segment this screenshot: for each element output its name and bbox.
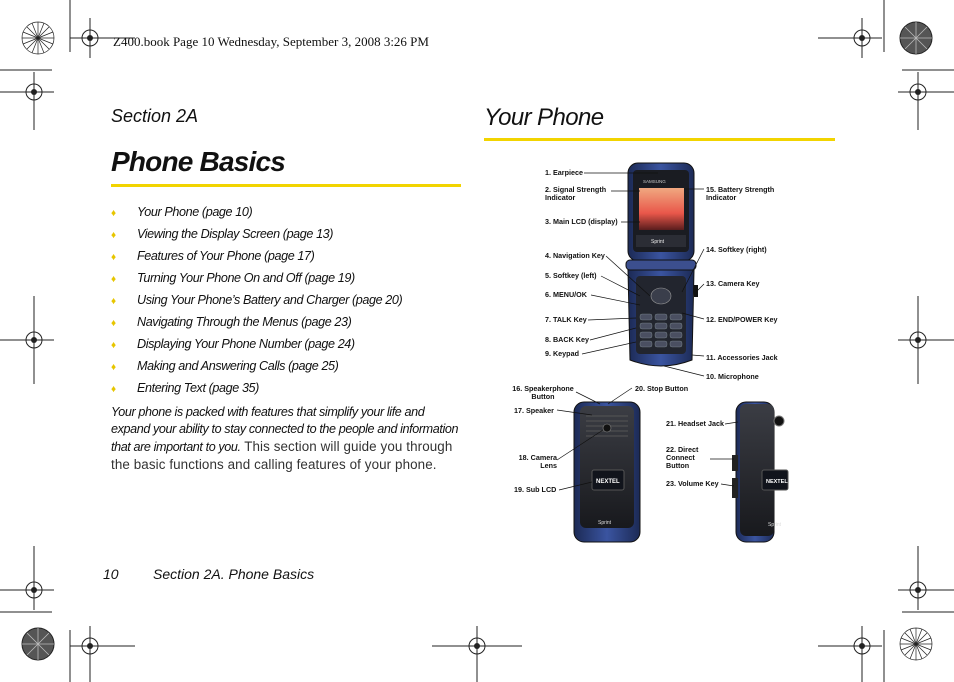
diamond-bullet-icon: ♦ xyxy=(111,318,116,329)
diamond-bullet-icon: ♦ xyxy=(111,384,116,395)
footer-page-number: 10 xyxy=(103,566,119,582)
callout-camera-key: 13. Camera Key xyxy=(706,279,760,288)
print-header: Z400.book Page 10 Wednesday, September 3, 2008 3:26 PM xyxy=(113,34,429,49)
carrier-logo-top: Sprint xyxy=(651,239,665,245)
toc-item[interactable]: ♦ Entering Text (page 35) xyxy=(111,379,402,401)
intro-lead: Your phone is packed with features that simplify your life and expand your ability to stay connected to the people and information that are important to you. xyxy=(111,405,459,454)
callout-back-key: 8. BACK Key xyxy=(545,335,589,344)
callout-direct-connect-button: 22. Direct Connect Button xyxy=(666,445,699,470)
toc-item[interactable]: ♦ Displaying Your Phone Number (page 24) xyxy=(111,335,402,357)
open-phone-image xyxy=(626,163,698,366)
toc-item[interactable]: ♦ Turning Your Phone On and Off (page 19) xyxy=(111,269,402,291)
diamond-bullet-icon: ♦ xyxy=(111,252,116,263)
callout-end-power-key: 12. END/POWER Key xyxy=(706,315,778,324)
toc-item[interactable]: ♦ Viewing the Display Screen (page 13) xyxy=(111,225,402,247)
callout-signal-strength: 2. Signal Strength Indicator xyxy=(545,185,607,202)
callout-speakerphone-button: 16. Speakerphone Button xyxy=(512,384,574,401)
toc-item[interactable]: ♦ Using Your Phone’s Battery and Charger (page 20) xyxy=(111,291,402,313)
callout-speaker: 17. Speaker xyxy=(514,406,554,415)
callout-earpiece: 1. Earpiece xyxy=(545,168,583,177)
diamond-bullet-icon: ♦ xyxy=(111,296,116,307)
callout-camera-lens: 18. Camera Lens xyxy=(518,453,557,470)
callout-main-lcd: 3. Main LCD (display) xyxy=(545,217,618,226)
toc-item[interactable]: ♦ Features of Your Phone (page 17) xyxy=(111,247,402,269)
diamond-bullet-icon: ♦ xyxy=(111,274,116,285)
diamond-bullet-icon: ♦ xyxy=(111,230,116,241)
toc-item[interactable]: ♦ Navigating Through the Menus (page 23) xyxy=(111,313,402,335)
network-logo-front: NEXTEL xyxy=(596,479,620,485)
network-logo-side: NEXTEL xyxy=(766,479,788,485)
toc-item[interactable]: ♦ Making and Answering Calls (page 25) xyxy=(111,357,402,379)
callout-navigation-key: 4. Navigation Key xyxy=(545,251,605,260)
section-label: Section 2A xyxy=(111,106,199,126)
diamond-bullet-icon: ♦ xyxy=(111,362,116,373)
carrier-logo-side: Sprint xyxy=(768,522,782,528)
callout-battery-strength: 15. Battery Strength Indicator xyxy=(706,185,775,202)
callout-sub-lcd: 19. Sub LCD xyxy=(514,485,557,494)
callout-softkey-right: 14. Softkey (right) xyxy=(706,245,767,254)
diamond-bullet-icon: ♦ xyxy=(111,208,116,219)
callout-keypad: 9. Keypad xyxy=(545,349,579,358)
intro-rest: This section will guide you through the basic functions and calling features of your phone. xyxy=(111,439,453,472)
diamond-bullet-icon: ♦ xyxy=(111,340,116,351)
callout-softkey-left: 5. Softkey (left) xyxy=(545,271,597,280)
callout-talk-key: 7. TALK Key xyxy=(545,315,587,324)
callout-microphone: 10. Microphone xyxy=(706,372,759,381)
phone-brand-label: SAMSUNG xyxy=(643,179,666,184)
closed-phone-side-image xyxy=(732,402,788,542)
footer-section-name: Section 2A. Phone Basics xyxy=(153,566,315,582)
callout-stop-button: 20. Stop Button xyxy=(635,384,689,393)
your-phone-heading: Your Phone xyxy=(484,104,604,131)
page-title: Phone Basics xyxy=(111,146,286,177)
callout-accessories-jack: 11. Accessories Jack xyxy=(706,353,778,362)
callout-headset-jack: 21. Headset Jack xyxy=(666,419,724,428)
callout-volume-key: 23. Volume Key xyxy=(666,479,719,488)
carrier-logo-front: Sprint xyxy=(598,520,612,526)
toc-item[interactable]: ♦ Your Phone (page 10) xyxy=(111,203,402,225)
callout-menu-ok: 6. MENU/OK xyxy=(545,290,587,299)
